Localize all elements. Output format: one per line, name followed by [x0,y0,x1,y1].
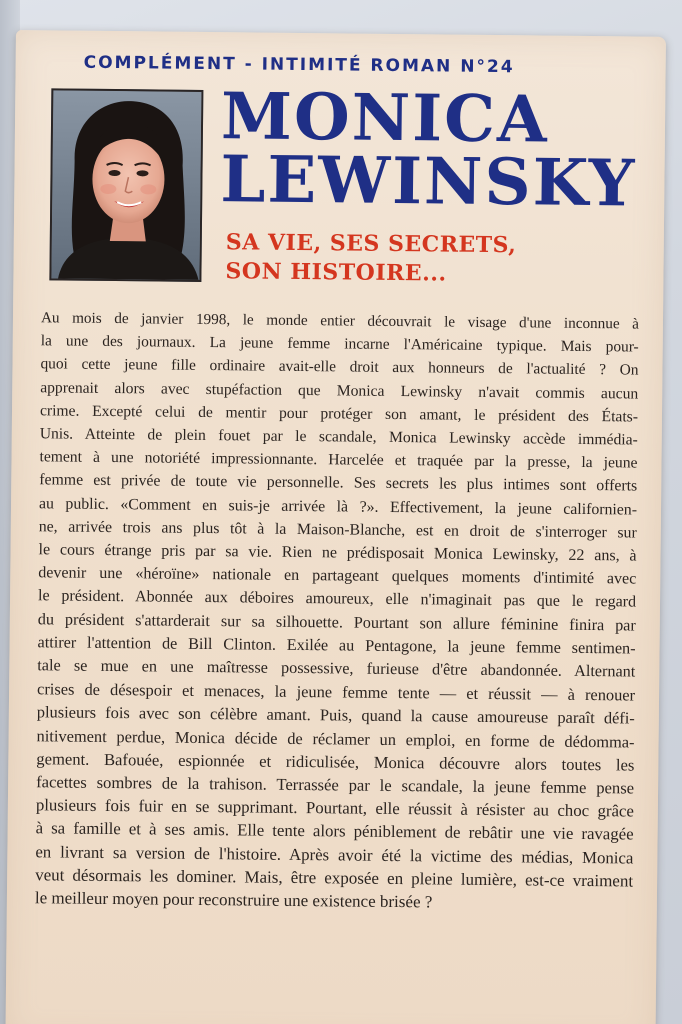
book-subtitle [225,228,516,288]
synopsis-line: facettes sombres de la trahison. Terrassée par le scandale, la jeune femme pense [36,772,635,798]
synopsis-line: tale se mue en une maîtresse possessive, furieuse d'être abandonnée. Alternant [37,656,636,681]
title-line-1: MONICA [220,79,550,158]
synopsis-line: la une des journaux. La jeune femme incarne l'Américaine typique. Mais pour- [40,332,639,356]
subtitle-line-2: SON HISTOIRE... [225,257,447,287]
synopsis-line: au public. «Comment en suis-je arrivée là ?». Effectivement, la jeune californien- [38,494,638,519]
synopsis-line: nitivement perdue, Monica décide de réclamer un emploi, en forme de dédomma- [36,725,635,752]
synopsis-line: crises de désespoir et menaces, la jeune femme tente — et réussit — à renouer [37,679,636,705]
title-line-2: LEWINSKY [220,141,637,222]
synopsis-line: quoi cette jeune fille ordinaire avait-elle droit aux honneurs de l'actualité ? On [40,355,639,379]
synopsis-text [35,306,639,916]
book-title [220,79,637,222]
synopsis-line: Unis. Atteinte de plein fouet par le scandale, Monica Lewinsky accède immédia- [39,425,638,449]
synopsis-line: crime. Excepté celui de mentir pour protéger son amant, le président des États- [39,402,639,426]
synopsis-line: Au mois de janvier 1998, le monde entier découvrait le visage d'une inconnue à [40,309,640,333]
synopsis-line: le meilleur moyen pour reconstruire une existence brisée ? [34,888,433,912]
synopsis-line: attirer l'attention de Bill Clinton. Exilée au Pentagone, la jeune femme sentimen- [37,633,636,658]
series-line: COMPLÉMENT - INTIMITÉ ROMAN N°24 [83,52,515,78]
synopsis-line: en livrant sa version de l'histoire. Après avoir été la victime des médias, Monica [35,841,634,868]
synopsis-line: femme est privée de toute vie personnelle. Ses secrets les plus intimes sont offerts [39,471,638,495]
synopsis-line: devenir une «héroïne» nationale en partageant quelques moments d'intimité avec [38,564,637,588]
synopsis-line: à sa famille et à ses amis. Elle tente alors péniblement de rebâtir une vie ravagée [35,818,634,844]
synopsis-line: plusieurs fois avec son célèbre amant. Puis, quand la cause amoureuse paraît défi- [36,702,635,728]
synopsis-line: apprenait alors avec stupéfaction que Monica Lewinsky n'avait commis aucun [40,378,639,403]
synopsis-line: gement. Bafouée, espionnée et ridiculisée, Monica découvre alors toutes les [36,749,635,775]
synopsis-line: du président s'attarderait sur sa silhouette. Pourtant son allure féminine finira par [37,609,636,635]
synopsis-line: veut désormais les dominer. Mais, être exposée en pleine lumière, est-ce vraiment [35,865,634,891]
author-photo [49,88,203,282]
synopsis-line: le président. Abonnée aux déboires amoureux, elle n'imaginait pas que le regard [37,587,637,611]
synopsis-line: plusieurs fois fuir en se supprimant. Pourtant, elle réussit à résister au choc grâce [35,795,634,821]
portrait-image [51,90,203,282]
book-back-cover [5,30,666,1024]
subtitle-line-1: SA VIE, SES SECRETS, [225,229,517,259]
synopsis-line: tement à une notoriété impressionnante. Harcelée et traquée par la presse, la jeune [39,448,638,472]
synopsis-line: ne, arrivée trois ans plus tôt à la Maison-Blanche, est en droit de s'interroger sur [38,518,637,542]
synopsis-line: le cours étrange pris par sa vie. Rien ne prédisposait Monica Lewinsky, 22 ans, à [38,541,637,565]
